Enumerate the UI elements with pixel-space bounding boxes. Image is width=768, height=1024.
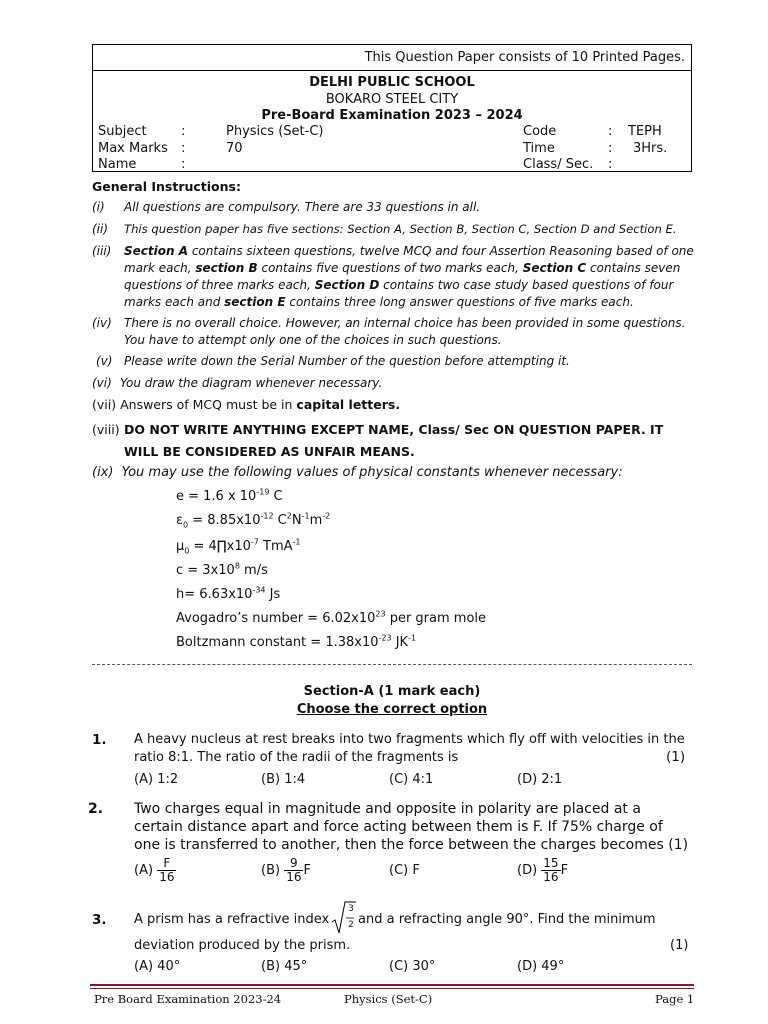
option-suffix: F [303, 863, 311, 878]
question-marks: (1) [666, 749, 686, 765]
instruction-text: Answers of MCQ must be in [120, 397, 297, 412]
school-city: BOKARO STEEL CITY [325, 92, 459, 107]
option-b: (B) 45° [261, 959, 308, 974]
subject-label: Subject [98, 124, 147, 139]
const-text: h= 6.63x10 [176, 587, 253, 602]
instructions-title: General Instructions: [92, 179, 241, 194]
footer-rule [90, 988, 694, 989]
const-unit: C [273, 513, 287, 528]
const-unit: Js [265, 587, 281, 602]
text-run: contains two case study based questions of four marks each and [124, 278, 674, 309]
instruction-text: There is no overall choice. However, an internal choice has been provided in some questions. You have to attempt only one of the choices in such questions. [124, 316, 686, 347]
root-numerator: 3 [348, 904, 354, 914]
time-value: 3Hrs. [633, 141, 668, 156]
const-symbol: ε [176, 513, 184, 528]
exam-title: Pre-Board Examination 2023 – 2024 [261, 108, 523, 123]
question-text: deviation produced by the prism. [134, 938, 351, 953]
instruction-vi [92, 375, 696, 392]
constant-electron-charge [176, 489, 283, 504]
footer-left: Pre Board Examination 2023-24 [94, 992, 282, 1006]
colon: : [608, 124, 613, 139]
const-exp: -34 [252, 585, 266, 595]
question-text: and a refracting angle 90°. Find the minimum [358, 912, 656, 927]
instruction-number: (vi) [92, 376, 112, 390]
instruction-number: (iii) [92, 244, 112, 258]
marks-value: 70 [226, 141, 243, 156]
const-unit: TmA [258, 539, 293, 554]
question-number: 1. [92, 732, 107, 748]
instruction-ii [92, 221, 696, 238]
question-text: A prism has a refractive index [134, 912, 330, 927]
instruction-v [96, 353, 696, 370]
question-number: 3. [92, 912, 107, 928]
instruction-text: You may use the following values of physical constants whenever necessary: [121, 465, 623, 480]
colon: : [608, 141, 613, 156]
const-unit: C [269, 489, 283, 504]
instruction-text: You draw the diagram whenever necessary. [120, 376, 383, 390]
text-run: contains sixteen questions, twelve MCQ and four Assertion Reasoning based of one mark each, [124, 244, 694, 275]
denominator: 16 [543, 870, 559, 884]
constant-planck [176, 587, 280, 602]
question-text: Two charges equal in magnitude and opposite in polarity are placed at a [134, 801, 641, 817]
pages-note: This Question Paper consists of 10 Printed Pages. [364, 50, 685, 65]
question-text: certain distance apart and force acting between them is F. If 75% charge of [134, 819, 663, 835]
option-b: (B) 1:4 [261, 772, 306, 787]
section-title: Section-A (1 mark each) [303, 684, 481, 699]
const-unit: m/s [239, 563, 268, 578]
instruction-iii [92, 243, 696, 311]
option-c: (C) F [389, 863, 420, 878]
subject-value: Physics (Set-C) [226, 124, 324, 139]
fraction [157, 857, 176, 884]
colon: : [181, 124, 186, 139]
option-d [517, 857, 568, 884]
const-unit: per gram mole [385, 611, 487, 626]
const-unit: m [309, 513, 323, 528]
instruction-number: (i) [92, 200, 105, 214]
const-text: = 8.85x10 [188, 513, 261, 528]
question-text: A heavy nucleus at rest breaks into two fragments which fly off with velocities in the [134, 732, 685, 747]
instruction-number: (ii) [92, 222, 109, 236]
school-name: DELHI PUBLIC SCHOOL [309, 75, 475, 90]
instruction-number: (vii) [92, 397, 117, 412]
const-sub: 0 [183, 520, 189, 530]
const-text: = 4∏x10 [189, 539, 251, 554]
const-unit: N [291, 513, 302, 528]
const-exp: -1 [408, 633, 417, 643]
code-value: TEPH [628, 124, 662, 139]
name-label: Name [98, 157, 137, 172]
text-run: contains three long answer questions of five marks each. [285, 295, 634, 309]
option-a [134, 857, 176, 884]
instruction-text: This question paper has five sections: Section A, Section B, Section C, Section D and Section E. [124, 222, 677, 236]
section-a-ref: Section A [124, 244, 188, 258]
option-label: (A) [134, 863, 154, 878]
instruction-iv [92, 315, 696, 349]
option-label: (B) [261, 863, 281, 878]
option-d: (D) 2:1 [517, 772, 563, 787]
constant-permittivity [176, 513, 330, 528]
option-suffix: F [560, 863, 569, 878]
const-symbol: μ [176, 539, 185, 554]
const-exp: 8 [234, 561, 240, 571]
question-marks: (1) [670, 938, 689, 953]
text-run: contains seven questions of three marks each, [124, 261, 681, 292]
class-label: Class/ Sec. [523, 157, 594, 172]
denominator: 16 [159, 870, 175, 884]
instruction-viii [92, 419, 696, 459]
instruction-bold: capital letters. [296, 397, 401, 412]
option-c: (C) 4:1 [389, 772, 434, 787]
const-exp: -2 [322, 511, 331, 521]
colon: : [181, 157, 186, 172]
numerator: 15 [543, 856, 559, 870]
instruction-ix [92, 465, 696, 480]
time-label: Time [523, 141, 555, 156]
instruction-number: (viii) [92, 422, 120, 437]
const-text: Boltzmann constant = 1.38x10 [176, 635, 379, 650]
header-box [92, 44, 692, 172]
option-a: (A) 1:2 [134, 772, 179, 787]
const-exp: -1 [301, 511, 310, 521]
root-denominator: 2 [348, 920, 354, 930]
instruction-number: (ix) [92, 465, 114, 480]
numerator: 9 [290, 856, 298, 870]
const-sub: 0 [184, 546, 190, 556]
footer-rule [90, 984, 694, 986]
text-run: contains five questions of two marks each, [257, 261, 523, 275]
section-subtitle: Choose the correct option [296, 702, 488, 717]
option-b [261, 857, 311, 884]
constant-speed-of-light [176, 563, 268, 578]
constant-boltzmann [176, 635, 416, 650]
const-unit: JK [391, 635, 409, 650]
instruction-text: All questions are compulsory. There are 33 questions in all. [124, 200, 481, 214]
header-divider [93, 70, 691, 71]
numerator: F [163, 856, 171, 870]
option-label: (D) [517, 863, 538, 878]
const-exp: -12 [260, 511, 274, 521]
constant-avogadro [176, 611, 486, 626]
const-text: c = 3x10 [176, 563, 235, 578]
section-b-ref: section B [195, 261, 258, 275]
fraction [541, 857, 560, 884]
question-text: ratio 8:1. The ratio of the radii of the fragments is [134, 750, 459, 765]
question-text: one is transferred to another, then the force between the charges becomes (1) [134, 837, 689, 853]
section-e-ref: section E [224, 295, 286, 309]
colon: : [608, 157, 613, 172]
option-c: (C) 30° [389, 959, 436, 974]
const-exp: 23 [375, 609, 386, 619]
colon: : [181, 141, 186, 156]
const-text: e = 1.6 x 10 [176, 489, 257, 504]
fraction [284, 857, 303, 884]
const-exp: -23 [378, 633, 392, 643]
const-exp: -1 [292, 537, 301, 547]
section-c-ref: Section C [522, 261, 587, 275]
const-exp: -7 [250, 537, 259, 547]
question-number: 2. [88, 801, 104, 817]
instruction-number: (v) [96, 354, 113, 368]
const-exp: 2 [286, 511, 292, 521]
option-a: (A) 40° [134, 959, 181, 974]
const-text: Avogadro’s number = 6.02x10 [176, 611, 376, 626]
instruction-text: Please write down the Serial Number of the question before attempting it. [124, 354, 570, 368]
footer-center: Physics (Set-C) [344, 992, 433, 1006]
option-d: (D) 49° [517, 959, 565, 974]
section-d-ref: Section D [314, 278, 380, 292]
denominator: 16 [286, 870, 302, 884]
instruction-text [124, 243, 696, 311]
footer-page-number: Page 1 [655, 992, 695, 1006]
const-exp: -19 [256, 487, 270, 497]
instruction-number: (iv) [92, 316, 112, 330]
instruction-text: DO NOT WRITE ANYTHING EXCEPT NAME, Class/ Sec ON QUESTION PAPER. IT WILL BE CONSIDERED AS UNFAIR MEANS. [124, 422, 664, 459]
code-label: Code [523, 124, 557, 139]
instruction-i [92, 199, 696, 216]
instruction-vii [92, 397, 400, 412]
marks-label: Max Marks [98, 141, 168, 156]
constant-permeability [176, 539, 301, 554]
dashed-divider [92, 664, 692, 665]
